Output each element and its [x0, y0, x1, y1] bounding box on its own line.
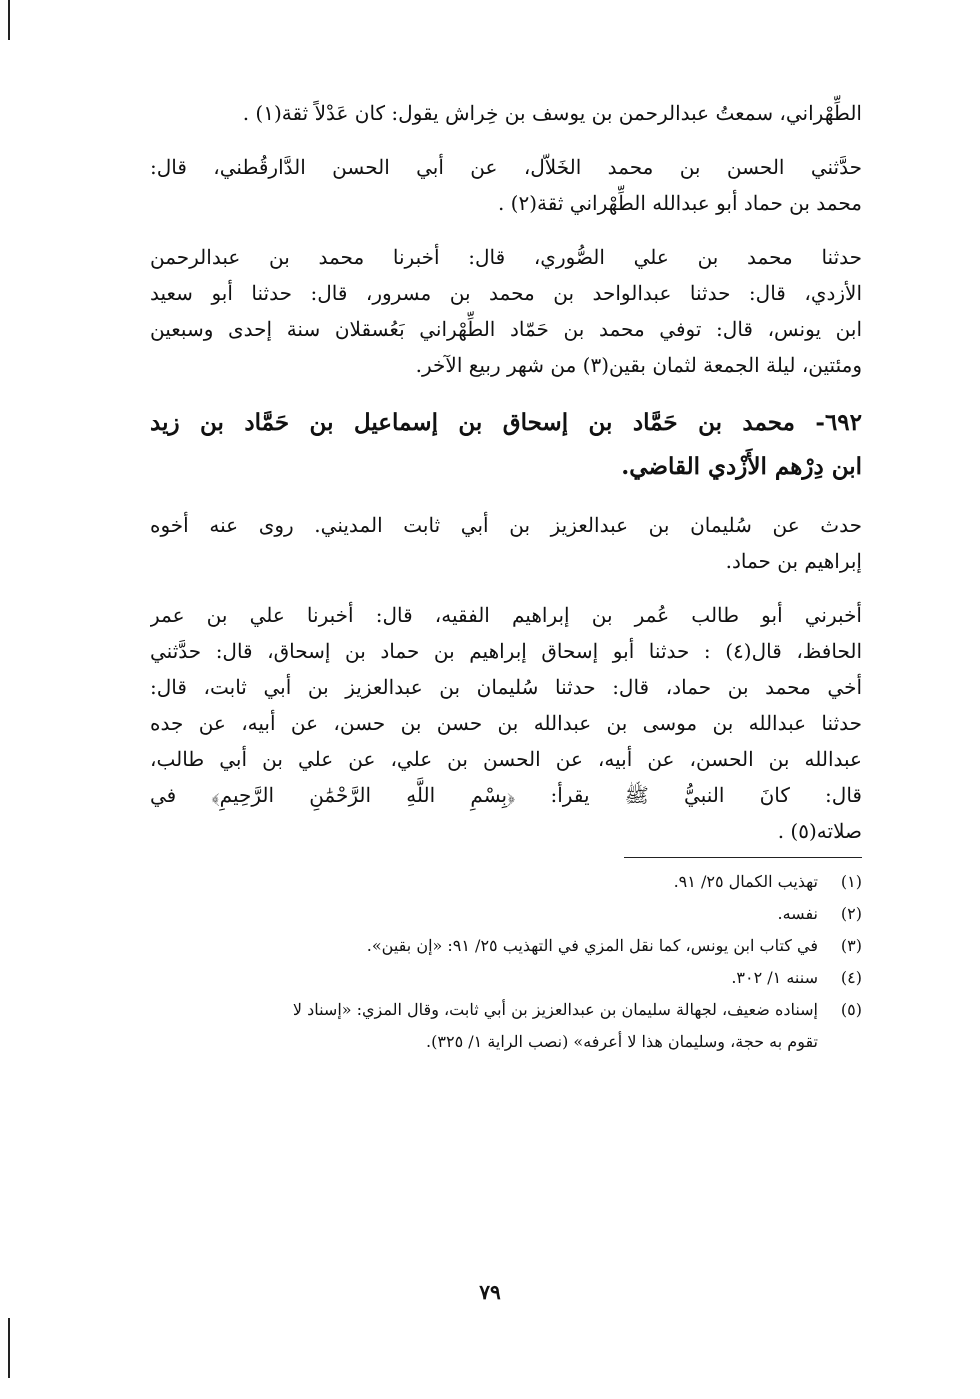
text-line: ومئتين، ليلة الجمعة لثمان بقين(٣) من شهر ربيع الآخر.	[415, 353, 862, 377]
text-line: حدث عن سُليمان بن عبدالعزيز بن أبي ثابت المديني. روى عنه أخوه	[150, 513, 862, 537]
footnote-text: في كتاب ابن يونس، كما نقل المزي في التهذيب ٢٥/ ٩١: «إن بقين».	[366, 936, 818, 955]
text-line: أخي محمد بن حماد، قال: حدثنا سُليمان بن عبدالعزيز بن أبي ثابت، قال:	[150, 675, 862, 699]
footnote	[150, 898, 862, 930]
footnote-continuation: تقوم به حجة، وسليمان هذا لا أعرفه» (نصب الراية ١/ ٣٢٥).	[426, 1032, 818, 1051]
entry-heading	[150, 401, 862, 489]
page-body	[150, 95, 862, 1058]
scan-edge-mark-top	[8, 0, 10, 40]
text-line: الطِّهْراني، سمعتُ عبدالرحمن بن يوسف بن خِراش يقول: كان عَدْلاً ثقة(١) .	[242, 101, 862, 125]
text-line: إبراهيم بن حماد.	[725, 549, 862, 573]
text-line: الحافظ، قال(٤) : حدثنا أبو إسحاق إبراهيم بن حماد بن إسحاق، قال: حدَّثني	[150, 639, 862, 663]
text-line: صلاته(٥) .	[777, 819, 862, 843]
footnote-text: تهذيب الكمال ٢٥/ ٩١.	[673, 872, 818, 891]
paragraph	[150, 239, 862, 383]
footnote-text: سننه ١/ ٣٠٢.	[731, 968, 818, 987]
text-line: أخبرني أبو طالب عُمر بن إبراهيم الفقيه، قال: أخبرنا علي بن عمر	[150, 603, 862, 627]
footnote	[150, 994, 862, 1026]
text-line: الأزدي، قال: حدثنا عبدالواحد بن محمد بن مسرور، قال: حدثنا أبو سعيد	[150, 281, 862, 305]
text-line: حدثنا محمد بن علي الصُّوري، قال: أخبرنا محمد بن عبدالرحمن	[150, 245, 862, 269]
text-line: محمد بن حماد أبو عبدالله الطِّهْراني ثقة(٢) .	[497, 191, 862, 215]
footnote	[150, 930, 862, 962]
text-line: حدثنا عبدالله بن موسى بن عبدالله بن حسن بن حسن، عن أبيه، عن جده	[150, 711, 862, 735]
paragraph	[150, 597, 862, 849]
entry-heading-line: ابن دِرْهم الأَزْدي القاضي.	[621, 453, 862, 480]
footnote-number: (٥)	[840, 1000, 862, 1019]
footnote-separator	[624, 857, 862, 858]
footnote-number: (١)	[840, 872, 862, 891]
paragraph	[150, 507, 862, 579]
text-line: عبدالله بن الحسن، عن أبيه، عن الحسن بن علي، عن علي بن أبي طالب،	[150, 747, 862, 771]
page-number: ٧٩	[479, 1280, 501, 1304]
footnote-number: (٤)	[840, 968, 862, 987]
text-line: قال: كانَ النبيُّ ﷺ يقرأ: ﴿بِسْمِ اللَّهِ الرَّحْمَٰنِ الرَّحِيمِ﴾ في	[150, 783, 862, 807]
text-line: حدَّثني الحسن بن محمد الخَلاّل، عن أبي الحسن الدَّارقُطني، قال:	[150, 155, 862, 179]
footnotes	[150, 866, 862, 1058]
footnote	[150, 866, 862, 898]
text-line: ابن يونس، قال: توفي محمد بن حَمّاد الطِّهْراني بَعُسقلان سنة إحدى وسبعين	[150, 317, 862, 341]
scan-edge-mark-bottom	[8, 1318, 10, 1378]
footnote-number: (٢)	[840, 904, 862, 923]
footnote	[150, 962, 862, 994]
footnote-text: نفسه.	[777, 904, 818, 923]
paragraph	[150, 95, 862, 131]
footnote-text: إسناده ضعيف، لجهالة سليمان بن عبدالعزيز بن أبي ثابت، وقال المزي: «إسناد لا	[292, 1000, 818, 1019]
entry-heading-line: ٦٩٢- محمد بن حَمَّاد بن إسحاق بن إسماعيل بن حَمَّاد بن زيد	[150, 409, 862, 436]
paragraph	[150, 149, 862, 221]
footnote-number: (٣)	[840, 936, 862, 955]
